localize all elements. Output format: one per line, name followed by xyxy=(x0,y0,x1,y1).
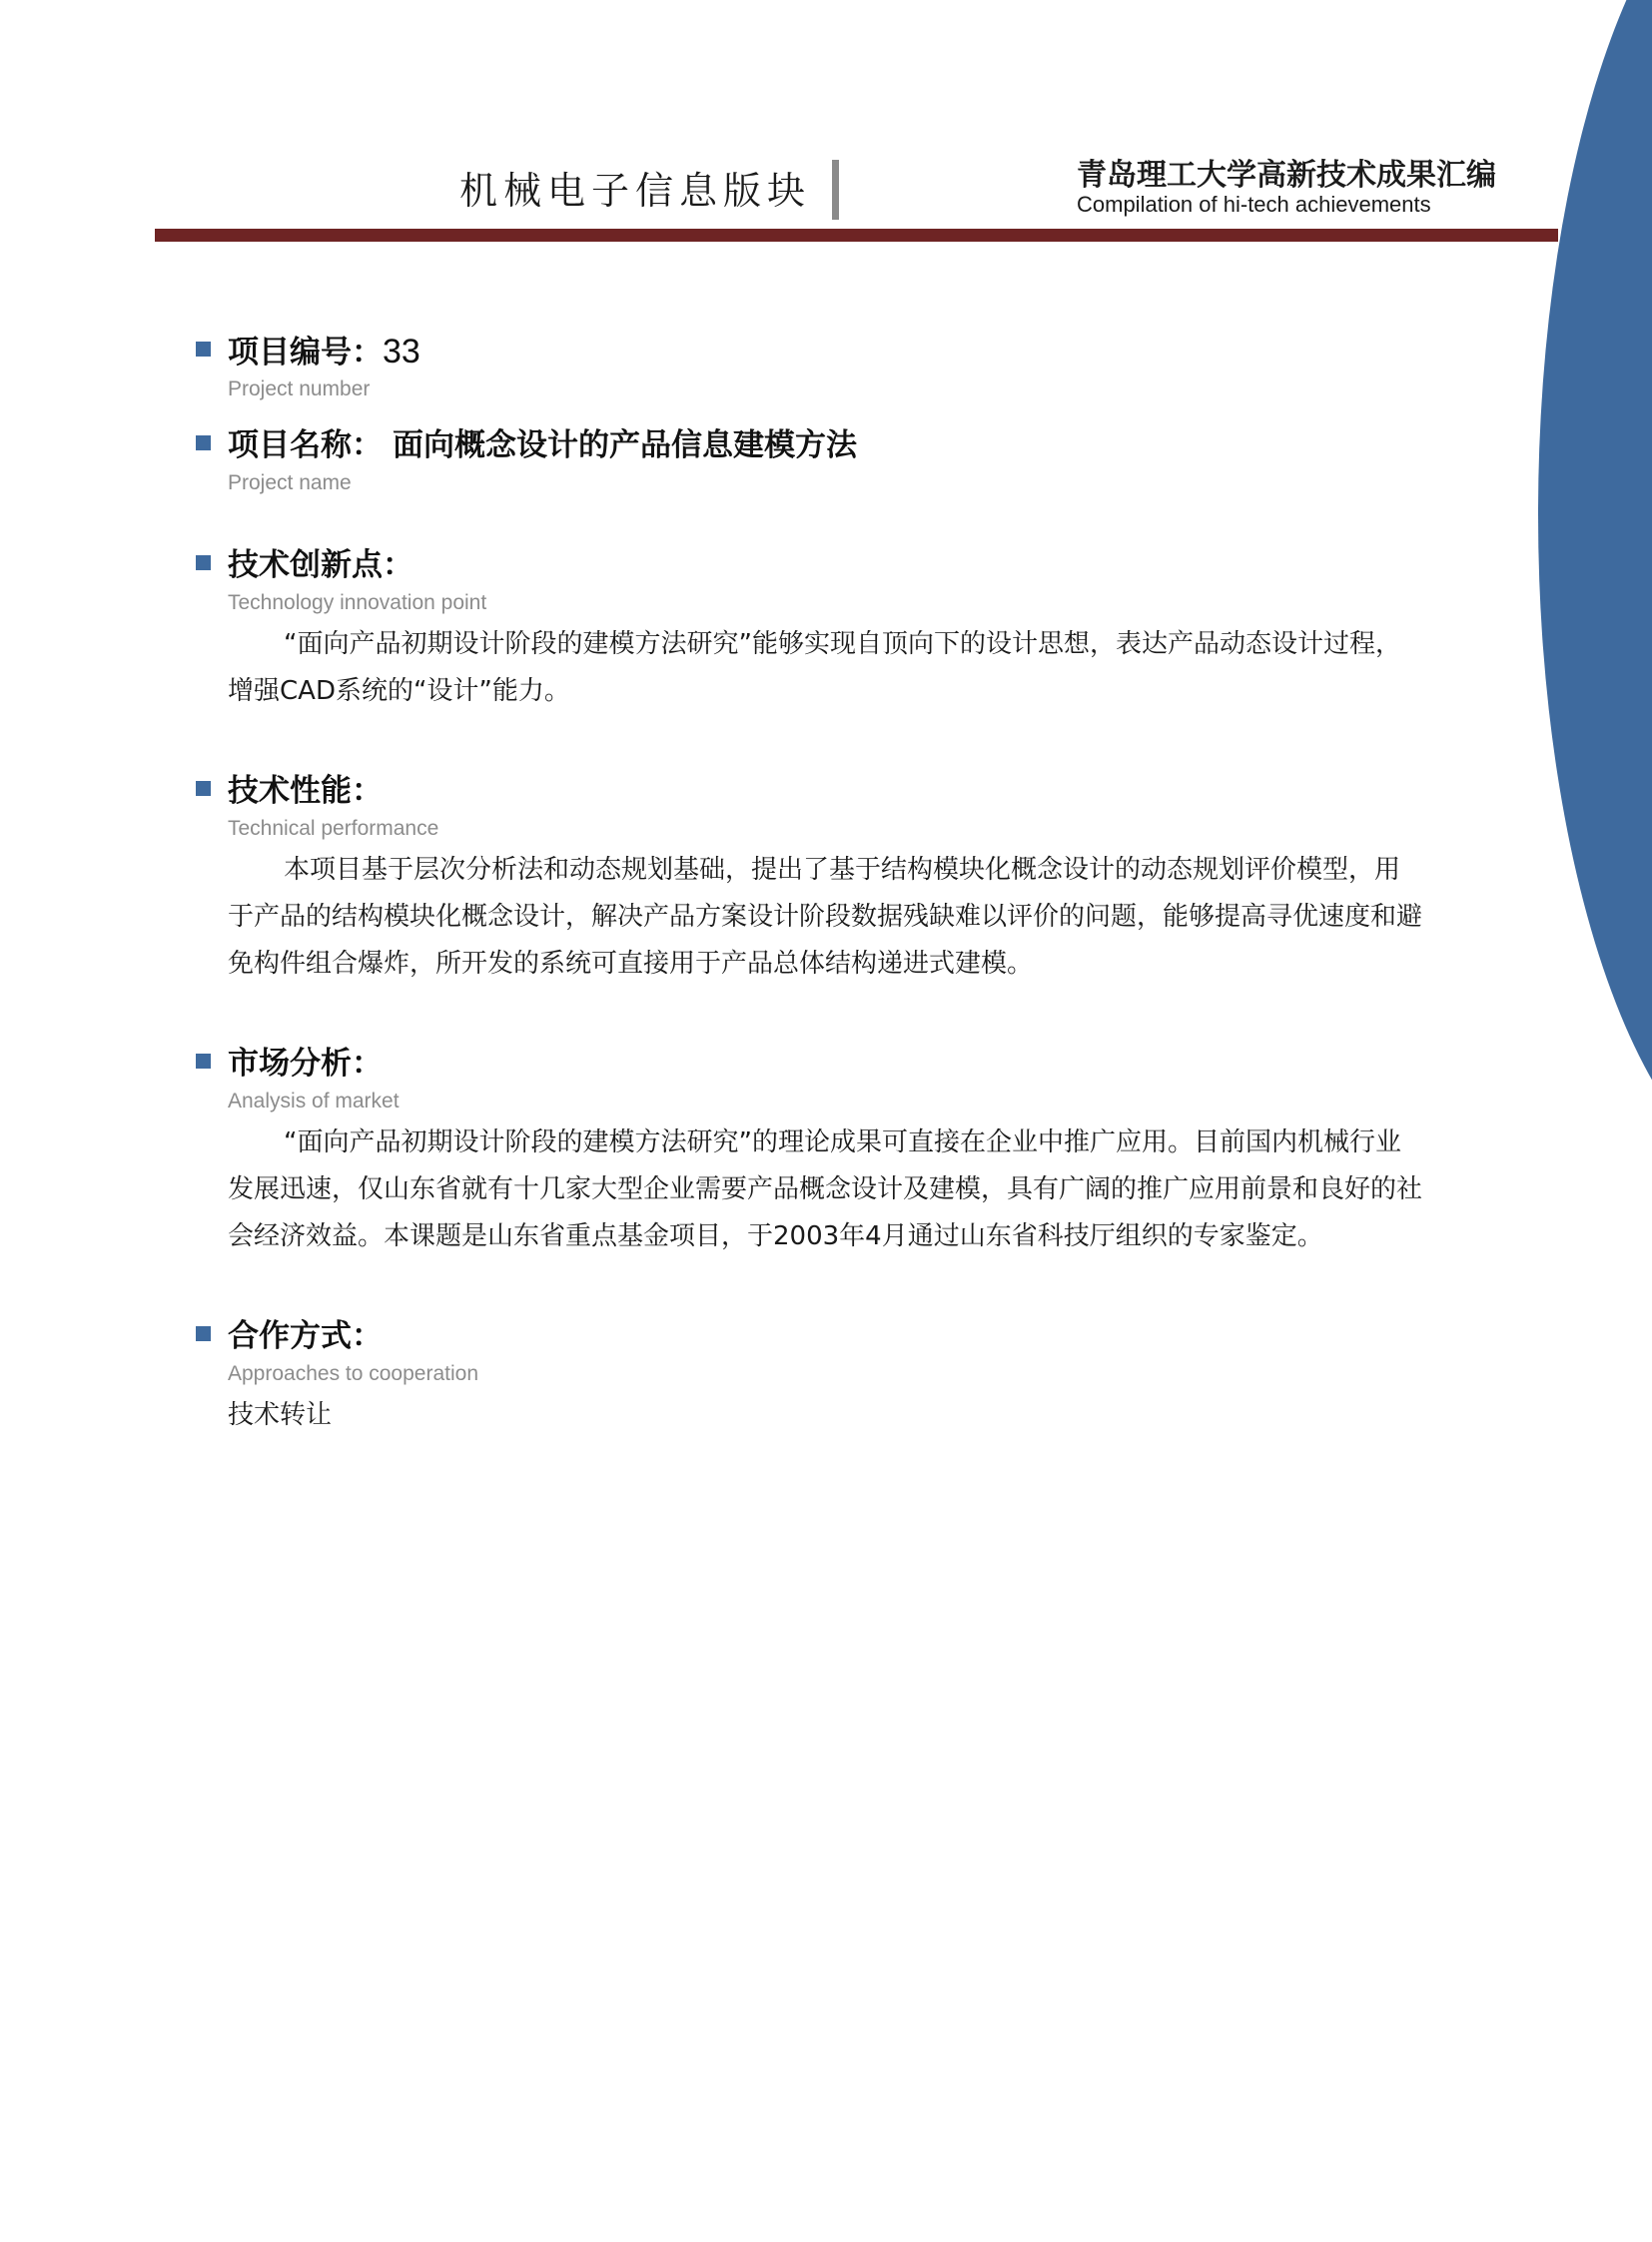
square-bullet-icon xyxy=(196,435,211,450)
heading-english: Analysis of market xyxy=(228,1090,400,1113)
heading-english: Project number xyxy=(228,377,371,400)
square-bullet-icon xyxy=(196,1326,211,1341)
innovation-text: “面向产品初期设计阶段的建模方法研究”能够实现自顶向下的设计思想，表达产品动态设计过程，增强CAD系统的“设计”能力。 xyxy=(228,629,1401,706)
main-content xyxy=(196,330,1424,1439)
square-bullet-icon xyxy=(196,555,211,570)
heading-english: Project name xyxy=(228,471,352,494)
section-heading xyxy=(196,769,1424,813)
square-bullet-icon xyxy=(196,1054,211,1069)
section-heading xyxy=(196,330,1424,374)
section-project-name xyxy=(196,423,1424,497)
market-text: “面向产品初期设计阶段的建模方法研究”的理论成果可直接在企业中推广应用。目前国内机械行业发展迅速，仅山东省就有十几家大型企业需要产品概念设计及建模，具有广阔的推广应用前景和良好的社会经济效益。本课题是山东省重点基金项目，于2003年4月通过山东省科技厅组织的专家鉴定。 xyxy=(228,1127,1423,1251)
section-heading xyxy=(196,1314,1424,1358)
heading-label: 技术性能： xyxy=(228,773,383,809)
header-divider xyxy=(832,160,839,220)
publication-title-en: Compilation of hi-tech achievements xyxy=(1077,192,1431,217)
section-heading xyxy=(196,423,1424,467)
project-number-value: 33 xyxy=(383,333,420,371)
heading-label: 合作方式： xyxy=(228,1318,383,1354)
heading-label: 项目名称： xyxy=(228,427,383,463)
section-title: 机械电子信息版块 xyxy=(459,169,812,213)
project-name-value: 面向概念设计的产品信息建模方法 xyxy=(393,427,857,463)
square-bullet-icon xyxy=(196,342,211,357)
section-heading xyxy=(196,1042,1424,1086)
performance-text: 本项目基于层次分析法和动态规划基础，提出了基于结构模块化概念设计的动态规划评价模型，用于产品的结构模块化概念设计，解决产品方案设计阶段数据残缺难以评价的问题，能够提高寻优速度和避免构件组合爆炸，所开发的系统可直接用于产品总体结构递进式建模。 xyxy=(228,855,1423,979)
publication-title-cn: 青岛理工大学高新技术成果汇编 xyxy=(1077,158,1496,193)
section-heading xyxy=(196,543,1424,587)
section-performance xyxy=(196,769,1424,988)
heading-english: Technical performance xyxy=(228,817,439,840)
heading-english: Technology innovation point xyxy=(228,591,487,614)
header-rule xyxy=(155,229,1558,242)
heading-english: Approaches to cooperation xyxy=(228,1362,479,1385)
section-market xyxy=(196,1042,1424,1260)
cooperation-text: 技术转让 xyxy=(228,1400,333,1430)
section-project-number xyxy=(196,330,1424,403)
square-bullet-icon xyxy=(196,781,211,796)
heading-label: 市场分析： xyxy=(228,1046,383,1082)
heading-label: 技术创新点： xyxy=(228,547,413,583)
section-cooperation xyxy=(196,1314,1424,1439)
decorative-blue-arc xyxy=(1538,0,1652,1188)
heading-label: 项目编号： xyxy=(228,335,383,371)
section-innovation xyxy=(196,543,1424,715)
